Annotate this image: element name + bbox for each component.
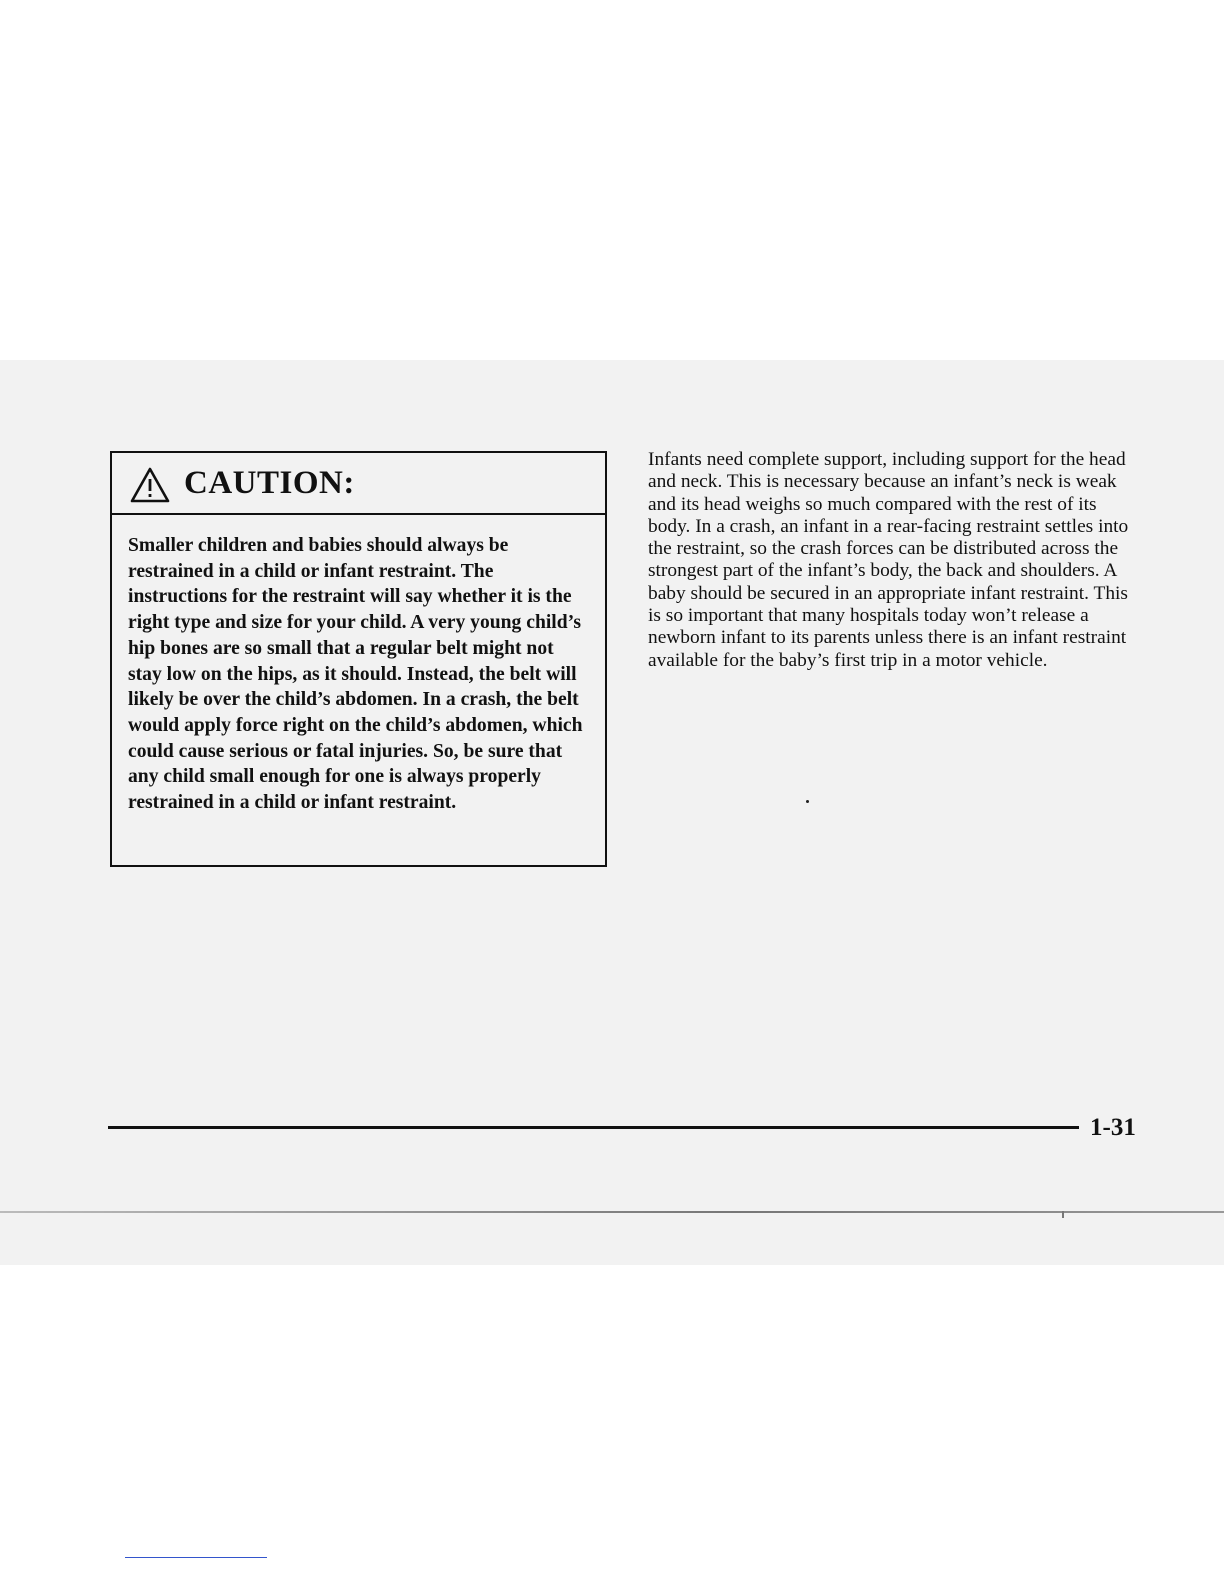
caution-title: CAUTION: bbox=[184, 464, 355, 501]
caution-header bbox=[112, 453, 605, 515]
caution-box bbox=[110, 451, 607, 867]
footer-rule bbox=[108, 1126, 1079, 1129]
infant-support-paragraph: Infants need complete support, including support for the head and neck. This is necessary because an infant’s neck is weak and its head weighs so much compared with the rest of its body. In a crash, an infant in a rear-facing restraint settles into the restraint, so the crash forces can be distributed across the strongest part of the infant’s body, the back and shoulders. A baby should be secured in an appropriate infant restraint. This is so important that many hospitals today won’t release a newborn infant to its parents unless there is an infant restraint available for the baby’s first trip in a motor vehicle. bbox=[648, 449, 1129, 671]
warning-triangle-icon bbox=[130, 467, 170, 503]
page-number: 1-31 bbox=[1090, 1114, 1136, 1141]
scan-speck bbox=[806, 800, 809, 803]
scan-edge-tick bbox=[1062, 1211, 1064, 1218]
caution-body-text: Smaller children and babies should always be restrained in a child or infant restraint. The instructions for the restraint will say whether it is the right type and size for your child. A very young child’s hip bones are so small that a regular belt might not stay low on the hips, as it should. Instead, the belt will likely be over the child’s abdomen. In a crash, the belt would apply force right on the child’s abdomen, which could cause serious or fatal injuries. So, be sure that any child small enough for one is always properly restrained in a child or infant restraint. bbox=[128, 535, 583, 814]
hyperlink-underline[interactable] bbox=[125, 1557, 267, 1558]
scan-edge-line bbox=[0, 1211, 1224, 1213]
